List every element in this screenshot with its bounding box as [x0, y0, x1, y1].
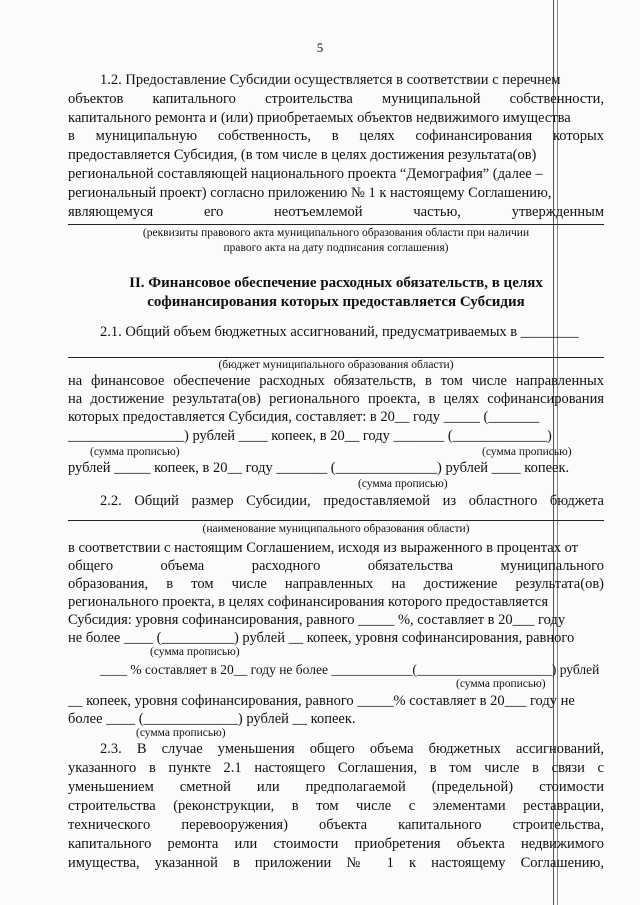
clause-2-1-line: ________________) рублей ____ копеек, в 20__ году _______ (_____________) [68, 428, 552, 444]
clause-2-1-line: которых предоставляется Субсидия, составляет: в 20__ году _____ (_______ [68, 409, 540, 425]
clause-2-2-line: ____ % составляет в 20__ году не более ____________(____________________) рублей [100, 662, 600, 677]
clause-2-2-line: образования, в том числе направленных на достижение результата(ов) [68, 576, 604, 592]
clause-2-2-line: __ копеек, уровня софинансирования, равного _____% составляет в 20___ году не [68, 693, 575, 709]
clause-1-2-line: в муниципальную собственность, в целях софинансирования которых [68, 128, 604, 144]
clause-1-2-note: (реквизиты правового акта муниципального образования области при наличии [142, 227, 530, 239]
clause-2-1-line: на достижение результата(ов) регионального проекта, в целях софинансирования [68, 391, 604, 407]
section-title: II. Финансовое обеспечение расходных обязательств, в целях [129, 275, 543, 291]
clause-2-3-line: имущества, указанной в приложении № 1 к настоящему Соглашению, [68, 855, 604, 871]
clause-2-2-line: более ____ (_____________) рублей __ копеек. [68, 711, 356, 727]
clause-2-1-line: рублей _____ копеек, в 20__ году _______ (______________) рублей ____ копеек. [68, 460, 570, 476]
clause-1-2-line: региональной составляющей национального проекта “Демография” (далее – [68, 166, 543, 182]
sum-in-words-note: (сумма прописью) [456, 678, 546, 690]
clause-1-2-line: региональный проект) согласно приложению № 1 к настоящему Соглашению, [68, 185, 552, 201]
fill-line [68, 520, 604, 521]
clause-2-1-note: (бюджет муниципального образования области) [218, 359, 454, 371]
clause-2-2-line: 2.2. Общий размер Субсидии, предоставляемой из областного бюджета [100, 493, 604, 509]
clause-2-2-line: Субсидия: уровня софинансирования, равного _____ %, составляет в 20___ году [68, 612, 566, 628]
clause-2-3-line: уменьшением сметной или предполагаемой (предельной) стоимости [68, 779, 604, 795]
clause-2-2-note: (наименование муниципального образования области) [202, 523, 470, 535]
sum-in-words-note: (сумма прописью) [482, 446, 572, 458]
clause-2-2-line: регионального проекта, в целях софинансирования которого предоставляется [68, 594, 549, 610]
clause-2-1-line: 2.1. Общий объем бюджетных ассигнований, предусматриваемых в ________ [100, 324, 579, 340]
clause-1-2-line: объектов капитального строительства муниципальной собственности, [68, 91, 604, 107]
clause-2-2-line: общего объема расходного обязательства муниципального [68, 558, 604, 574]
clause-2-3-line: строительства (реконструкции, в том числе с элементами реставрации, [68, 798, 604, 814]
sum-in-words-note: (сумма прописью) [150, 646, 240, 658]
clause-1-2-line: капитального ремонта и (или) приобретаемых объектов недвижимого имущества [68, 110, 571, 126]
clause-1-2-line: являющемуся его неотъемлемой частью, утвержденным [68, 204, 604, 220]
clause-1-2-line: предоставляется Субсидия, (в том числе в целях достижения результата(ов) [68, 147, 537, 163]
clause-1-2-note: правого акта на дату подписания соглашения) [223, 242, 449, 254]
clause-2-2-line: в соответствии с настоящим Соглашением, исходя из выраженного в процентах от [68, 540, 579, 556]
clause-2-3-line: капитального ремонта или стоимости приобретения объекта недвижимого [68, 836, 604, 852]
page-number: 5 [316, 40, 324, 55]
fill-line [68, 224, 604, 225]
clause-2-3-line: 2.3. В случае уменьшения общего объема бюджетных ассигнований, [100, 741, 604, 757]
section-title: софинансирования которых предоставляется Субсидия [147, 294, 525, 310]
clause-2-3-line: технического перевооружения) объекта капитального строительства, [68, 817, 604, 833]
clause-1-2-line: 1.2. Предоставление Субсидии осуществляется в соответствии с перечнем [100, 72, 561, 88]
clause-2-2-line: не более ____ (__________) рублей __ копеек, уровня софинансирования, равного [68, 630, 575, 646]
clause-2-1-line: на финансовое обеспечение расходных обязательств, в том числе направленных [68, 373, 604, 389]
fill-line [68, 357, 604, 358]
sum-in-words-note: (сумма прописью) [136, 727, 226, 739]
clause-2-3-line: указанного в пункте 2.1 настоящего Соглашения, в том числе в связи с [68, 760, 604, 776]
sum-in-words-note: (сумма прописью) [358, 478, 448, 490]
sum-in-words-note: (сумма прописью) [90, 446, 180, 458]
